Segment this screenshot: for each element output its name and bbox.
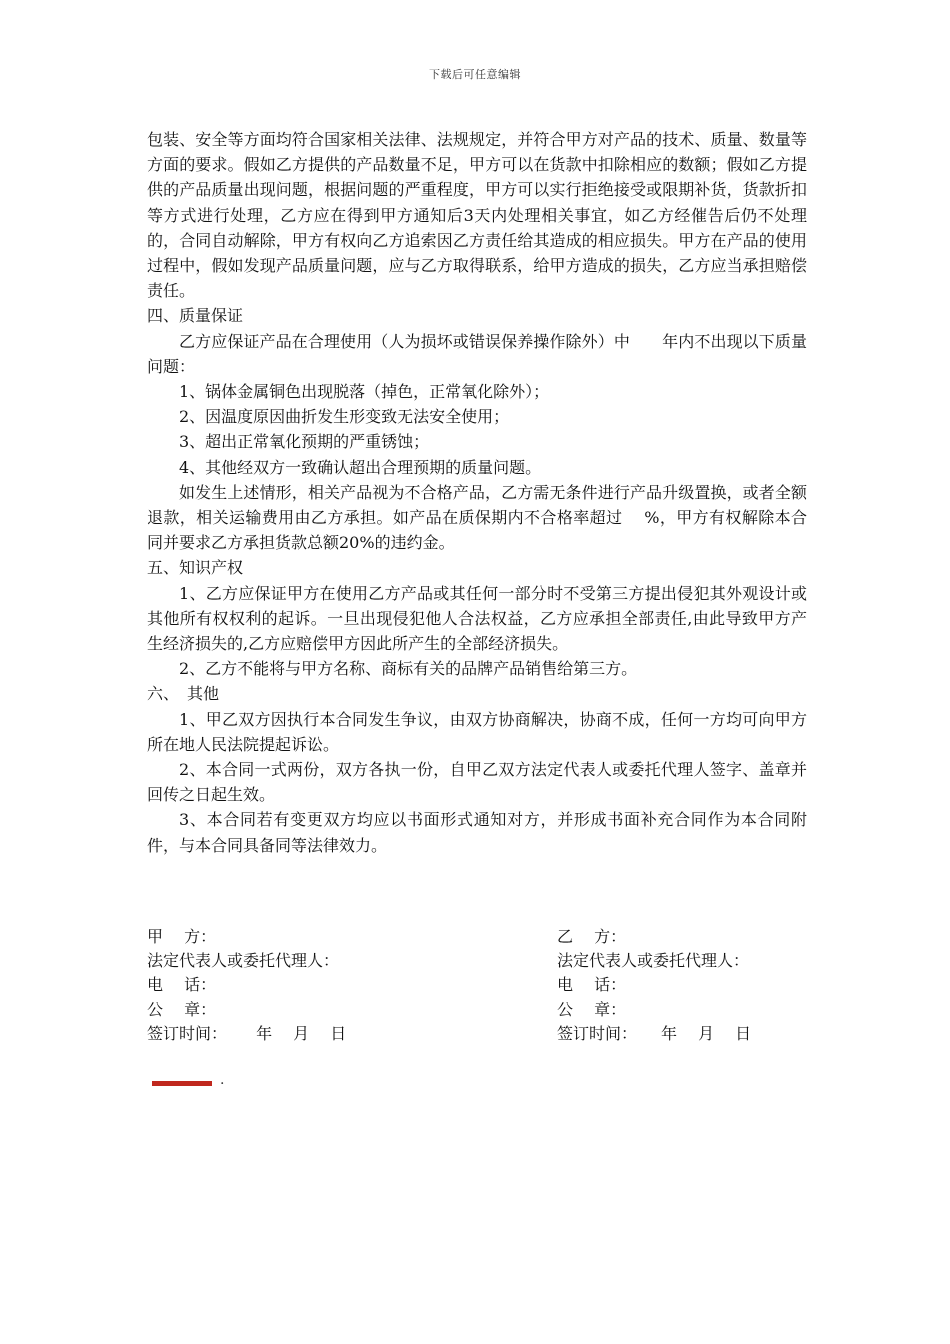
list-item-1: 1、锅体金属铜色出现脱落（掉色，正常氧化除外）； [179, 382, 550, 402]
list-item-3: 3、超出正常氧化预期的严重锈蚀； [179, 432, 430, 452]
section-heading-quality: 四、质量保证 [147, 306, 244, 326]
paragraph-7: 如发生上述情形，相关产品视为不合格产品，乙方需无条件进行产品升级置换，或者全额退款，相关运输费用由乙方承担。如产品在质保期内不合格率超过 %，甲方有权解除本合同并要求乙方承担货款总额20%的违约金。 [147, 482, 807, 553]
signature-block-party-a [147, 925, 527, 1046]
party-b-date-line: 签订时间： 年 月 日 [557, 1023, 752, 1043]
paragraph-9: 1、乙方应保证甲方在使用乙方产品或其任何一部分时不受第三方提出侵犯其外观设计或其他所有权权利的起诉。一旦出现侵犯他人合法权益，乙方应承担全部责任,由此导致甲方产生经济损失的,乙方应赔偿甲方因此所产生的全部经济损失。 [147, 583, 807, 654]
party-b-phone-line: 电 话： [557, 975, 627, 995]
paragraph-12: 1、甲乙双方因执行本合同发生争议，由双方协商解决，协商不成，任何一方均可向甲方所在地人民法院提起诉讼。 [147, 709, 807, 754]
paragraph-2: 乙方应保证产品在合理使用（人为损坏或错误保养操作除外）中 年内不出现以下质量问题： [147, 331, 807, 376]
paragraph-13: 2、本合同一式两份，双方各执一份，自甲乙双方法定代表人或委托代理人签字、盖章并回传之日起生效。 [147, 760, 807, 805]
contract-body [147, 127, 807, 858]
party-a-phone-line: 电 话： [147, 975, 217, 995]
party-b-seal-line: 公 章： [557, 999, 627, 1019]
footer-dot: . [220, 1072, 225, 1088]
party-a-representative-line: 法定代表人或委托代理人： [147, 951, 340, 971]
party-b-name-line: 乙 方： [557, 927, 627, 946]
list-item-4: 4、其他经双方一致确认超出合理预期的质量问题。 [179, 457, 542, 477]
red-accent-bar [152, 1081, 212, 1086]
signature-block-party-b [557, 925, 877, 1046]
list-item-2: 2、因温度原因曲折发生形变致无法安全使用； [179, 407, 510, 427]
section-heading-other: 六、 其他 [147, 684, 220, 704]
party-b-representative-line: 法定代表人或委托代理人： [557, 951, 750, 971]
page-header: 下载后可任意编辑 [429, 68, 521, 81]
paragraph-0: 包装、安全等方面均符合国家相关法律、法规规定，并符合甲方对产品的技术、质量、数量等方面的要求。假如乙方提供的产品数量不足，甲方可以在货款中扣除相应的数额；假如乙方提供的产品质量出现问题，根据问题的严重程度，甲方可以实行拒绝接受或限期补货，货款折扣等方式进行处理，乙方应在得到甲方通知后3天内处理相关事宜，如乙方经催告后仍不处理的，合同自动解除，甲方有权向乙方追索因乙方责任给其造成的相应损失。甲方在产品的使用过程中，假如发现产品质量问题，应与乙方取得联系，给甲方造成的损失，乙方应当承担赔偿责任。 [147, 130, 807, 301]
party-a-date-line: 签订时间： 年 月 日 [147, 1023, 347, 1043]
party-a-name-line: 甲 方： [147, 927, 217, 946]
party-a-seal-line: 公 章： [147, 999, 217, 1019]
section-heading-ip: 五、知识产权 [147, 558, 244, 578]
paragraph-10: 2、乙方不能将与甲方名称、商标有关的品牌产品销售给第三方。 [179, 659, 638, 679]
paragraph-14: 3、本合同若有变更双方均应以书面形式通知对方，并形成书面补充合同作为本合同附件，与本合同具备同等法律效力。 [147, 810, 807, 855]
